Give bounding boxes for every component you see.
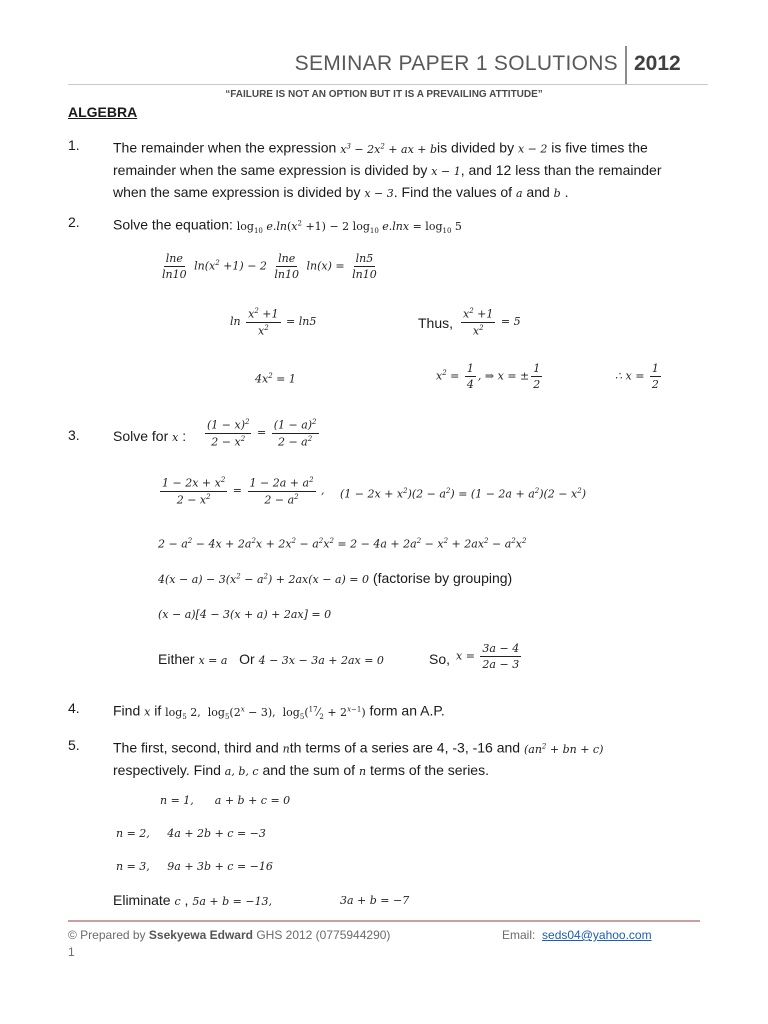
q2-step-4: $4x^2 = 1$ [255,372,296,386]
q5-step-1: n = 1, a + b + c = 0 [160,794,291,807]
q2-step-2: ln $\frac{x^2 +1}{x^2}$ = ln5 [230,307,317,338]
question-1-text: The remainder when the expression $x^3 - 2x^2$ + ax + bis divided by x − 2 is five times the remainder when the same expression is divided by x − 1, and 12 less than the remainder when the same expression is divided by x − 3. Find the values of a and b . [113,139,662,200]
q3-step-1: $\frac{1 - 2x + x^2}{2 - x^2}$ = $\frac{1 - 2a + a^2}{2 - a^2}$ , [162,476,325,507]
document-year: 2012 [634,52,681,75]
motto-quote: “FAILURE IS NOT AN OPTION BUT IT IS A PREVAILING ATTITUDE” [225,89,543,100]
header-divider [625,46,627,84]
q3-equation: $\frac{(1 - x)^2}{2 - x^2}$ = $\frac{(1 - a)^2}{2 - a^2}$ [207,418,317,449]
question-5-number: 5. [68,737,80,753]
q2-answer: ∴ x = $\frac{1}{2}$ [615,362,659,391]
footer-rule [68,920,700,922]
document-title: SEMINAR PAPER 1 SOLUTIONS [294,52,618,75]
footer-credit: © Prepared by Ssekyewa Edward GHS 2012 (0775944290) [68,928,391,942]
page-number: 1 [68,945,75,959]
thus-label: Thus, [418,315,454,331]
so-label: So, [429,651,451,667]
q3-step-5: (x − a)[4 − 3(x + a) + 2ax] = 0 [158,608,332,621]
email-link[interactable]: seds04@yahoo.com [542,928,652,942]
question-3-text: Solve for x : [113,428,187,444]
question-1-number: 1. [68,137,80,153]
q5-step-2: n = 2, 4a + 2b + c = −3 [116,827,266,840]
q3-step-4: $4(x - a) - 3(x^2 - a^2) + 2ax(x - a) = 0$ (factorise by grouping) [158,570,513,586]
question-2-text: Solve the equation: $\log_{10} e.\ln(x^2 +1) - 2$ $\log_{10} e.\ln x = \log_{10} 5$ [113,216,462,235]
q5-step-4: Eliminate c , 5a + b = −13, [113,892,273,908]
footer-email: Email: seds04@yahoo.com [502,928,652,942]
q3-answer: x = $\frac{3a - 4}{2a - 3}$ [456,642,520,671]
question-4-number: 4. [68,700,80,716]
q5-step-3: n = 3, 9a + 3b + c = −16 [116,860,273,873]
q3-step-2: $(1 - 2x + x^2)(2 - a^2) = (1 - 2a + a^2)(2 - x^2)$ [340,487,586,501]
q2-step-1: $\frac{\ln e}{\ln 10}$ $\ln(x^2 +1) - 2$ $\frac{\ln e}{\ln 10}$ ln(x) = $\frac{\ln 5}{\ln 10}$ [162,252,377,281]
q2-step-3: $\frac{x^2 +1}{x^2}$ = 5 [463,307,521,338]
q2-step-5: $x^2$ = $\frac{1}{4}$ , ⇒ x = ± $\frac{1}{2}$ [436,362,541,391]
q3-step-6: Either x = a Or 4 − 3x − 3a + 2ax = 0 [158,651,384,667]
question-5-text: The first, second, third and nth terms of a series are 4, -3, -16 and ($an^2$ + bn + c) respectively. Find a, b, c and the sum of n terms of the series. [113,739,604,778]
section-title: ALGEBRA [68,104,138,120]
question-4-text: Find x if $\log_5 2$, $\log_5(2^x - 3)$, $\log_5(^{17}⁄_2 + 2^{x-1})$ form an A.P. [113,702,445,721]
header-rule [68,84,708,85]
q5-step-5: 3a + b = −7 [340,894,410,907]
question-2-number: 2. [68,214,80,230]
question-3-number: 3. [68,427,80,443]
q3-step-3: $2 - a^2 - 4x + 2a^2x + 2x^2 - a^2x^2 = 2 - 4a + 2a^2 - x^2 + 2ax^2 - a^2x^2$ [158,537,527,551]
